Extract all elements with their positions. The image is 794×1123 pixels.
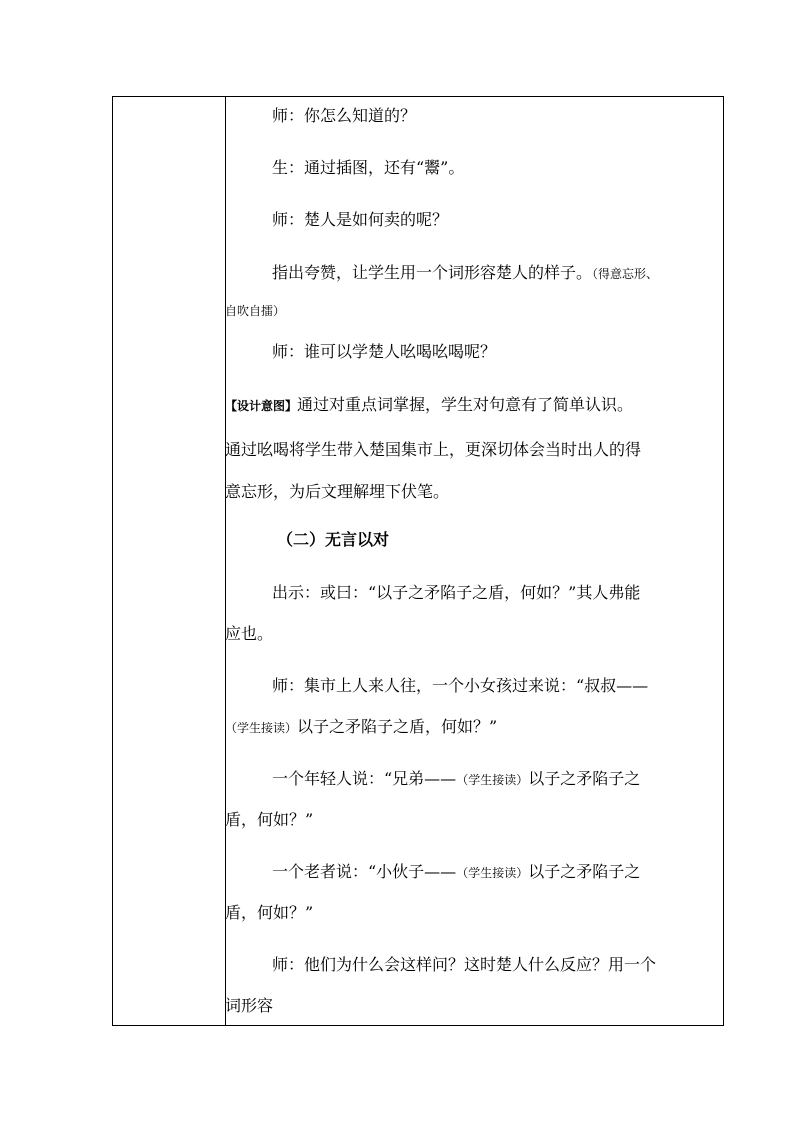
design-intent-text: 通过对重点词掌握，学生对句意有了简单认识。	[297, 395, 634, 414]
dialogue-line: 师：他们为什么会这样问？这时楚人什么反应？用一个	[272, 955, 657, 974]
dialogue-line: 师：楚人是如何卖的呢？	[272, 210, 449, 229]
dialogue-line: 盾，何如？”	[225, 903, 314, 922]
design-intent-label: 【设计意图】	[225, 399, 298, 413]
dialogue-line: 词形容	[225, 996, 274, 1015]
instruction-text: 指出夸赞，让学生用一个词形容楚人的样子。	[272, 263, 593, 282]
section-heading: （二）无言以对	[277, 530, 390, 549]
dialogue-line: 师：集市上人来人往，一个小女孩过来说：“叔叔——	[272, 676, 649, 695]
dialogue-line: 师：谁可以学楚人吆喝吆喝呢？	[272, 342, 497, 361]
text-line: 应也。	[225, 624, 274, 643]
dialogue-line: 盾，何如？”	[225, 810, 314, 829]
dialogue-line: 生：通过插图，还有“鬻”。	[272, 158, 465, 177]
instruction-note-cont: 自吹自擂）	[225, 304, 286, 318]
dialogue-line: 一个年轻人说：“兄弟——（学生接读）以子之矛陷子之	[272, 769, 641, 788]
lesson-content-cell	[225, 96, 721, 1024]
design-intent-line: 意忘形，为后文理解埋下伏笔。	[225, 482, 450, 501]
instruction-line	[225, 263, 768, 284]
design-intent-line: 通过吆喝将学生带入楚国集市上，更深切体会当时出人的得	[225, 440, 642, 459]
dialogue-line: （学生接读）以子之矛陷子之盾，何如？”	[225, 717, 498, 736]
student-reading-note: （学生接读）	[456, 773, 529, 787]
text-line: 出示：或曰：“以子之矛陷子之盾，何如？”其人弗能	[272, 583, 641, 602]
dialogue-line: 一个老者说：“小伙子——（学生接读）以子之矛陷子之	[272, 862, 641, 881]
student-reading-note: （学生接读）	[225, 721, 298, 735]
student-reading-note: （学生接读）	[456, 866, 529, 880]
dialogue-line: 师：你怎么知道的？	[272, 106, 417, 125]
design-intent-line	[225, 395, 721, 416]
instruction-note: （得意忘形、	[592, 267, 659, 281]
